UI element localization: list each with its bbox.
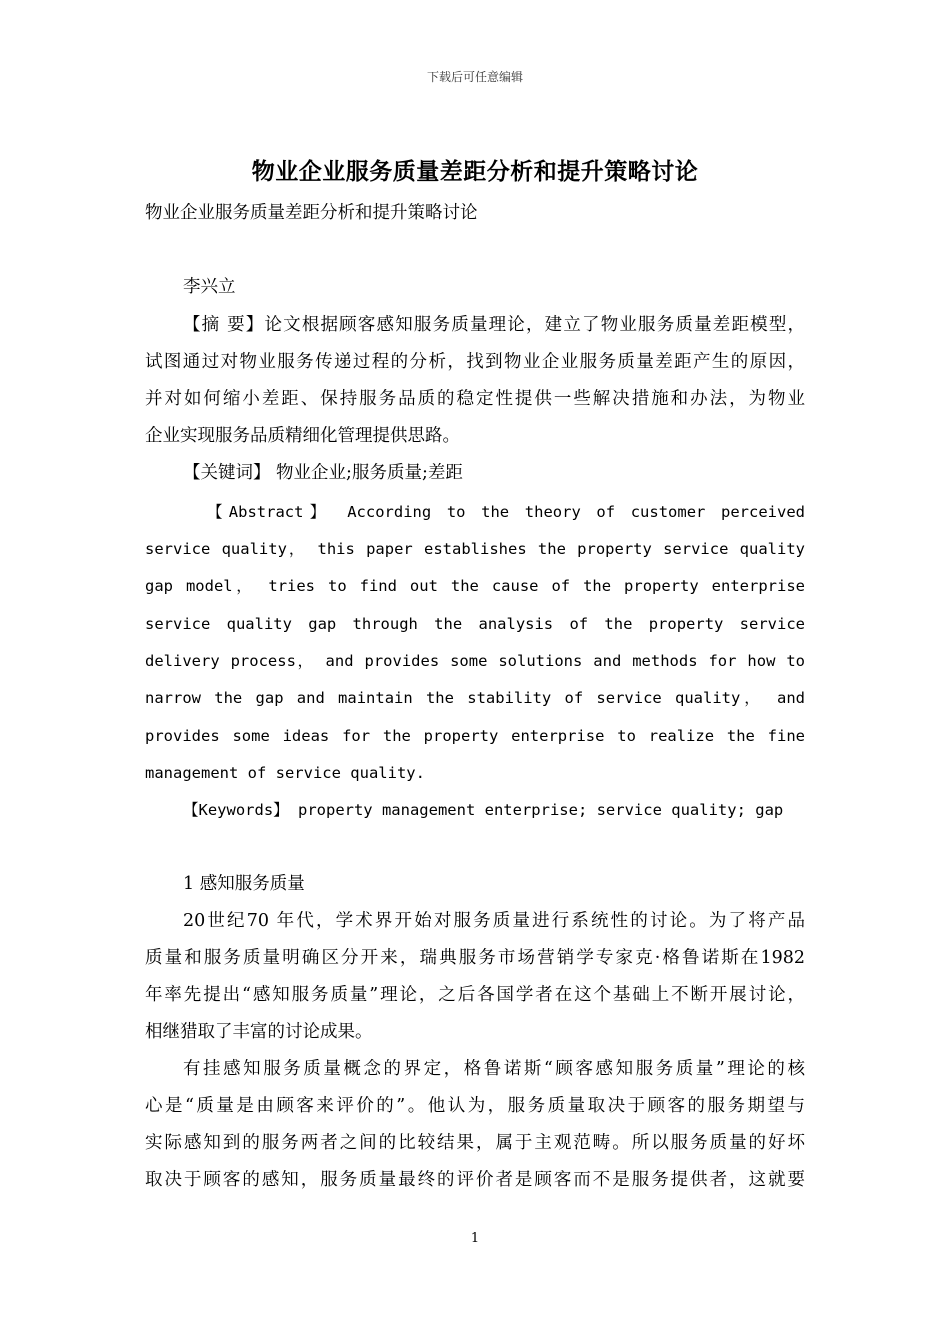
abstract-en-line: delivery process， and provides some solutions and methods for how to [145, 652, 805, 670]
abstract-en-line: management of service quality. [145, 764, 425, 782]
document-subtitle: 物业企业服务质量差距分析和提升策略讨论 [145, 203, 478, 223]
section-heading: 1 感知服务质量 [183, 874, 305, 894]
abstract-en-line: service quality， this paper establishes the property service quality [145, 540, 805, 558]
abstract-en-line: service quality gap through the analysis of the property service [145, 615, 805, 633]
paragraph-line: 相继猎取了丰富的讨论成果。 [145, 1022, 373, 1042]
abstract-en-line: 【Abstract】 According to the theory of customer perceived [207, 503, 805, 521]
abstract-cn-line: 试图通过对物业服务传递过程的分析，找到物业企业服务质量差距产生的原因， [145, 352, 805, 372]
abstract-cn-line: 企业实现服务品质精细化管理提供思路。 [145, 426, 460, 446]
paragraph-line: 实际感知到的服务两者之间的比较结果，属于主观范畴。所以服务质量的好坏 [145, 1133, 805, 1153]
paragraph-line: 有挂感知服务质量概念的界定，格鲁诺斯“顾客感知服务质量”理论的核 [183, 1059, 805, 1079]
author-name: 李兴立 [183, 277, 236, 297]
paragraph-line: 20世纪70 年代，学术界开始对服务质量进行系统性的讨论。为了将产品 [183, 911, 805, 931]
document-title: 物业企业服务质量差距分析和提升策略讨论 [251, 159, 699, 185]
abstract-en-line: narrow the gap and maintain the stability of service quality， and [145, 689, 805, 707]
paragraph-line: 年率先提出“感知服务质量”理论，之后各国学者在这个基础上不断开展讨论， [145, 985, 805, 1005]
abstract-en-line: gap model， tries to find out the cause of the property enterprise [145, 577, 805, 595]
page-number: 1 [470, 1231, 480, 1246]
paragraph-line: 取决于顾客的感知，服务质量最终的评价者是顾客而不是服务提供者，这就要 [145, 1170, 805, 1190]
abstract-cn-line: 【摘 要】论文根据顾客感知服务质量理论，建立了物业服务质量差距模型， [183, 315, 805, 335]
paragraph-line: 质量和服务质量明确区分开来，瑞典服务市场营销学专家克·格鲁诺斯在1982 [145, 948, 805, 968]
abstract-en-line: provides some ideas for the property enterprise to realize the fine [145, 727, 805, 745]
keywords-en: 【Keywords】 property management enterprise; service quality; gap [183, 801, 784, 819]
keywords-cn: 【关键词】 物业企业;服务质量;差距 [183, 463, 463, 483]
abstract-cn-line: 并对如何缩小差距、保持服务品质的稳定性提供一些解决措施和办法，为物业 [145, 389, 805, 409]
page-header-note: 下载后可任意编辑 [426, 70, 523, 84]
paragraph-line: 心是“质量是由顾客来评价的”。他认为，服务质量取决于顾客的服务期望与 [145, 1096, 805, 1116]
